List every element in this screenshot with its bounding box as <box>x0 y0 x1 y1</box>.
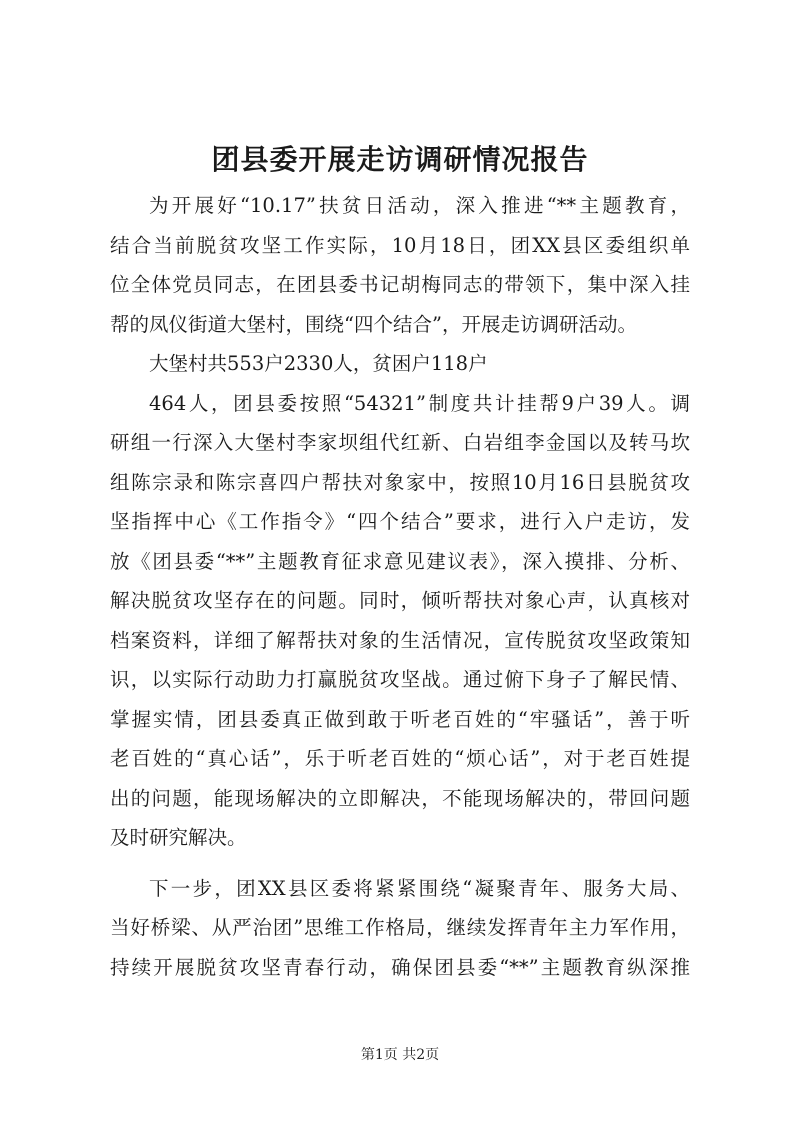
text-line: 464人，团县委按照“54321”制度共计挂帮9户39人。调 <box>149 391 690 415</box>
text-line: 掌握实情，团县委真正做到敢于听老百姓的“牢骚话”，善于听 <box>110 707 690 731</box>
text-line: 出的问题，能现场解决的立即解决，不能现场解决的，带回问题 <box>110 786 690 810</box>
text-line: 坚指挥中心《工作指令》“四个结合”要求，进行入户走访，发 <box>110 510 690 533</box>
paragraph-4 <box>110 869 690 988</box>
text-line: 组陈宗录和陈宗喜四户帮扶对象家中，按照10月16日县脱贫攻 <box>110 470 690 494</box>
text-line: 研组一行深入大堡村李家坝组代红新、白岩组李金国以及转马坎 <box>110 431 690 454</box>
text-line: 帮的凤仪街道大堡村，围绕“四个结合”，开展走访调研活动。 <box>110 312 637 336</box>
text-line: 位全体党员同志，在团县委书记胡梅同志的带领下，集中深入挂 <box>110 273 690 296</box>
text-line: 解决脱贫攻坚存在的问题。同时，倾听帮扶对象心声，认真核对 <box>110 589 690 612</box>
page-number: 第1页 共2页 <box>360 1047 440 1063</box>
text-line: 下一步，团XX县区委将紧紧围绕“凝聚青年、服务大局、 <box>149 876 690 900</box>
paragraph-1 <box>110 186 690 344</box>
text-line: 持续开展脱贫攻坚青春行动，确保团县委“**”主题教育纵深推 <box>110 955 690 979</box>
text-line: 当好桥梁、从严治团”思维工作格局，继续发挥青年主力军作用， <box>110 916 690 939</box>
text-line: 及时研究解决。 <box>110 826 247 849</box>
text-line: 识，以实际行动助力打赢脱贫攻坚战。通过俯下身子了解民情、 <box>110 668 690 691</box>
text-line: 结合当前脱贫攻坚工作实际，10月18日，团XX县区委组织单 <box>110 233 690 257</box>
text-line: 放《团县委“**”主题教育征求意见建议表》，深入摸排、分析、 <box>110 549 690 573</box>
text-line: 大堡村共553户2330人，贫困户118户 <box>149 352 488 375</box>
text-line: 为开展好“10.17”扶贫日活动，深入推进“**主题教育， <box>149 194 690 217</box>
text-line: 档案资料，详细了解帮扶对象的生活情况，宣传脱贫攻坚政策知 <box>110 628 690 652</box>
paragraph-3 <box>110 384 690 858</box>
text-line: 老百姓的“真心话”，乐于听老百姓的“烦心话”，对于老百姓提 <box>110 747 690 770</box>
document-title: 团县委开展走访调研情况报告 <box>211 143 589 176</box>
document-body <box>110 186 690 987</box>
paragraph-2 <box>110 344 690 384</box>
